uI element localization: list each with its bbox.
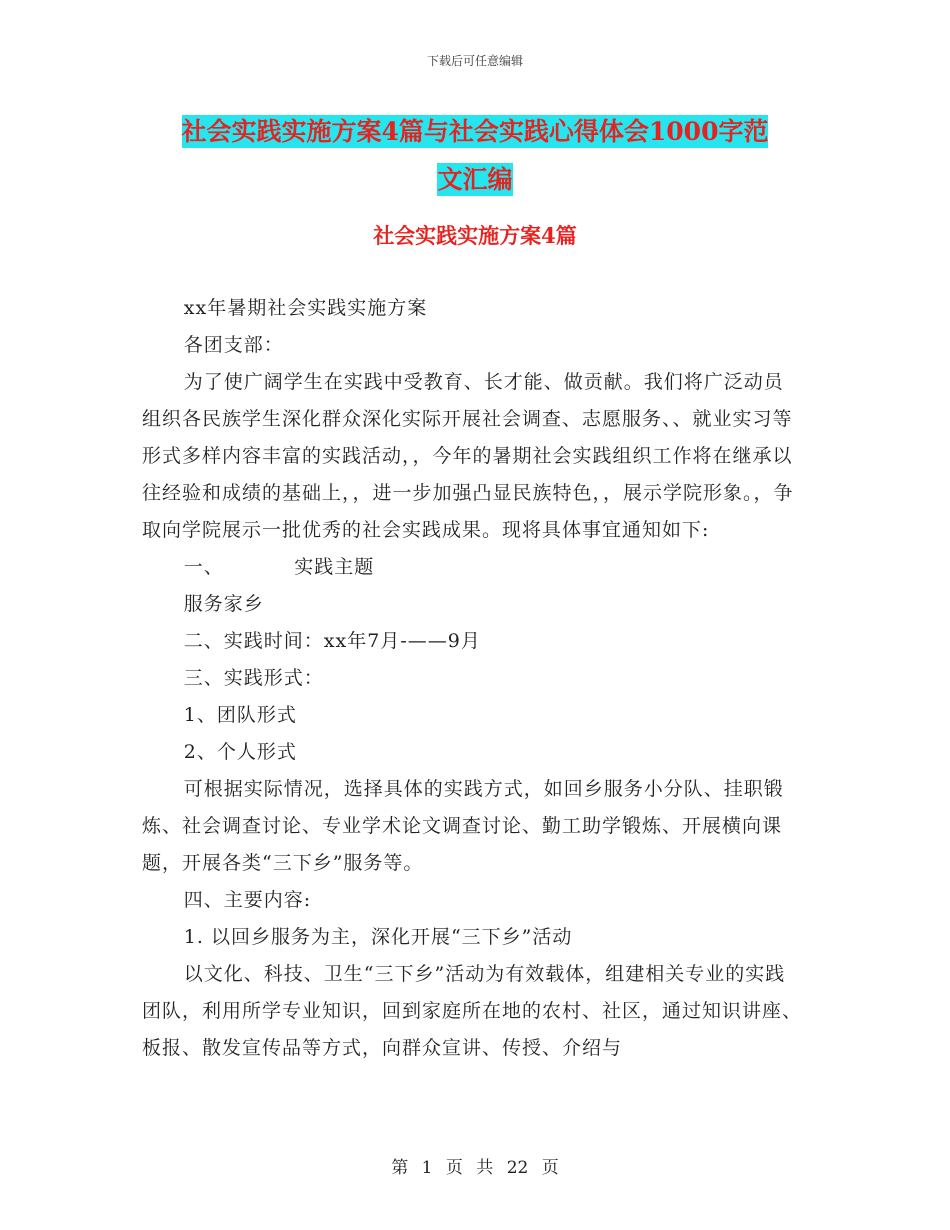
paragraph-content-heading: 四、主要内容: bbox=[183, 889, 312, 911]
paragraph-intro: 为了使广阔学生在实践中受教育、长才能、做贡献。我们将广泛动员组织各民族学生深化群众深化实际开展社会调查、志愿服务、、就业实习等形式多样内容丰富的实践活动，，今年的暑期社会实践组织工作将在继承以往经验和成绩的基础上，，进一步加强凸显民族特色，，展示学院形象。，争取向学院展示一批优秀的社会实践成果。现将具体事宜通知如下: bbox=[142, 371, 794, 541]
document-title-line-2: 文汇编 bbox=[437, 165, 513, 194]
paragraph-content-detail: 以文化、科技、卫生“三下乡”活动为有效载体，组建相关专业的实践团队，利用所学专业知识，回到家庭所在地的农村、社区，通过知识讲座、板报、散发宣传品等方式，向群众宣讲、传授、介绍与 bbox=[142, 963, 803, 1059]
paragraph-theme: 服务家乡 bbox=[183, 593, 264, 615]
footer-ye-2: 页 bbox=[541, 1158, 559, 1178]
document-title bbox=[0, 108, 950, 204]
page-footer bbox=[0, 1153, 950, 1178]
paragraph-theme-heading: 一、 实践主题 bbox=[183, 556, 375, 578]
footer-di: 第 bbox=[391, 1158, 409, 1178]
paragraph-form-individual: 2、个人形式 bbox=[183, 741, 297, 763]
paragraph-form-detail: 可根据实际情况，选择具体的实践方式，如回乡服务小分队、挂职锻炼、社会调查讨论、专业学术论文调查讨论、勤工助学锻炼、开展横向课题，开展各类“三下乡”服务等。 bbox=[142, 778, 784, 874]
footer-gong: 共 bbox=[476, 1158, 494, 1178]
paragraph-content-item-1: 1. 以回乡服务为主，深化开展“三下乡”活动 bbox=[183, 926, 573, 948]
footer-total-pages: 22 bbox=[506, 1158, 529, 1178]
paragraph-form-heading: 三、实践形式： bbox=[183, 667, 324, 689]
document-body bbox=[142, 290, 802, 1067]
document-title-line-1: 社会实践实施方案4篇与社会实践心得体会1000字范 bbox=[181, 117, 769, 146]
paragraph-plan-title: xx年暑期社会实践实施方案 bbox=[183, 297, 428, 319]
footer-page-number: 1 bbox=[421, 1158, 433, 1178]
paragraph-time: 二、实践时间：xx年7月-——9月 bbox=[183, 630, 481, 652]
header-note: 下载后可任意编辑 bbox=[426, 54, 523, 68]
footer-ye: 页 bbox=[445, 1158, 463, 1178]
section-title: 社会实践实施方案4篇 bbox=[373, 223, 577, 248]
paragraph-salutation: 各团支部： bbox=[183, 334, 284, 356]
paragraph-form-team: 1、团队形式 bbox=[183, 704, 297, 726]
